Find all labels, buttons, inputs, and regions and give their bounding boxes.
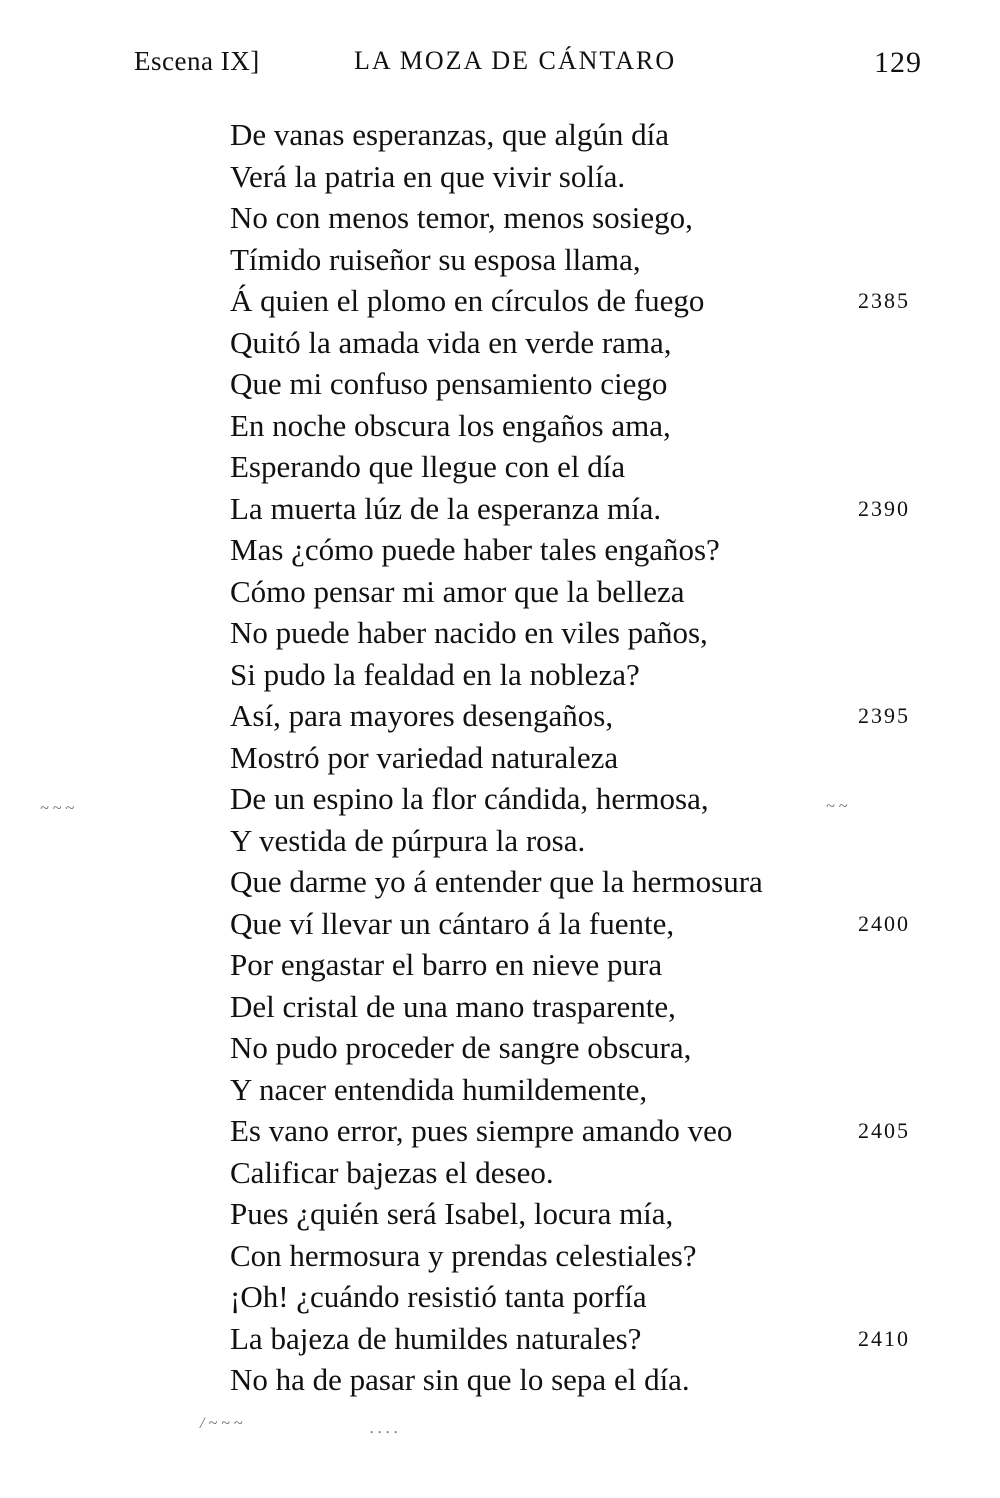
verse-line <box>230 114 930 156</box>
verse-text: Verá la patria en que vivir solía. <box>230 158 626 194</box>
verse-line <box>230 446 930 488</box>
verse-text: Es vano error, pues siempre amando veo <box>230 1113 733 1148</box>
line-number: 2400 <box>858 910 910 936</box>
verse-text: Quitó la amada vida en verde rama, <box>230 324 672 360</box>
verse-line <box>230 239 930 281</box>
running-header <box>0 46 1000 86</box>
verse-block <box>230 114 930 1401</box>
verse-text: Cómo pensar mi amor que la belleza <box>230 573 685 609</box>
verse-text: No con menos temor, menos sosiego, <box>230 200 693 235</box>
verse-line <box>230 1276 930 1318</box>
verse-text: Del cristal de una mano trasparente, <box>230 988 676 1024</box>
verse-text: No puede haber nacido en viles paños, <box>230 615 708 650</box>
line-number: 2395 <box>858 703 910 728</box>
verse-line <box>230 405 930 447</box>
verse-text: Así, para mayores desengaños, <box>230 698 614 733</box>
page-number: 129 <box>874 46 922 79</box>
verse-line <box>230 820 930 862</box>
verse-line <box>230 695 930 737</box>
verse-text: De vanas esperanzas, que algún día <box>230 117 669 152</box>
verse-text: Calificar bajezas el deseo. <box>230 1154 554 1190</box>
verse-line <box>230 1193 930 1235</box>
verse-text: La bajeza de humildes naturales? <box>230 1320 642 1356</box>
line-number: 2410 <box>858 1325 910 1351</box>
pencil-mark: / ~ ~ ~ <box>200 1415 243 1432</box>
verse-line <box>230 737 930 779</box>
verse-text: En noche obscura los engaños ama, <box>230 407 671 443</box>
verse-line <box>230 488 930 530</box>
verse-line <box>230 986 930 1028</box>
line-number: 2390 <box>858 495 910 521</box>
verse-text: Mas ¿cómo puede haber tales engaños? <box>230 532 720 567</box>
verse-text: Y nacer entendida humildemente, <box>230 1071 648 1107</box>
verse-text: Tímido ruiseñor su esposa llama, <box>230 241 641 277</box>
verse-line <box>230 322 930 364</box>
verse-text: Que ví llevar un cántaro á la fuente, <box>230 905 675 941</box>
verse-line <box>230 1152 930 1194</box>
verse-text: Á quien el plomo en círculos de fuego <box>230 283 705 318</box>
verse-line <box>230 1027 930 1069</box>
pencil-mark: ~ ~ ~ <box>40 800 74 817</box>
verse-line <box>230 654 930 696</box>
verse-line <box>230 861 930 903</box>
verse-line <box>230 1110 930 1152</box>
verse-line <box>230 1069 930 1111</box>
verse-line <box>230 280 930 322</box>
verse-line <box>230 1359 930 1401</box>
verse-text: Mostró por variedad naturaleza <box>230 739 619 775</box>
verse-text: Por engastar el barro en nieve pura <box>230 947 663 982</box>
verse-line <box>230 1318 930 1360</box>
verse-line <box>230 363 930 405</box>
verse-text: ¡Oh! ¿cuándo resistió tanta porfía <box>230 1279 647 1314</box>
verse-text: Y vestida de púrpura la rosa. <box>230 822 586 858</box>
pencil-mark: . . . . <box>370 1420 398 1437</box>
verse-line <box>230 944 930 986</box>
verse-text: No ha de pasar sin que lo sepa el día. <box>230 1362 690 1397</box>
verse-line <box>230 612 930 654</box>
pencil-mark: ~ ~ <box>826 798 848 815</box>
verse-text: No pudo proceder de sangre obscura, <box>230 1030 692 1065</box>
verse-line <box>230 529 930 571</box>
verse-text: Que darme yo á entender que la hermosura <box>230 864 763 899</box>
verse-line <box>230 156 930 198</box>
verse-text: Esperando que llegue con el día <box>230 449 626 484</box>
verse-text: Con hermosura y prendas celestiales? <box>230 1237 697 1273</box>
verse-line <box>230 903 930 945</box>
line-number: 2405 <box>858 1118 910 1143</box>
line-number: 2385 <box>858 288 910 313</box>
verse-text: De un espino la flor cándida, hermosa, <box>230 781 709 816</box>
verse-text: Pues ¿quién será Isabel, locura mía, <box>230 1196 674 1231</box>
verse-text: La muerta lúz de la esperanza mía. <box>230 490 662 526</box>
verse-line <box>230 778 930 820</box>
page-title: LA MOZA DE CÁNTARO <box>354 46 677 75</box>
verse-text: Si pudo la fealdad en la nobleza? <box>230 656 640 692</box>
scene-label: Escena IX] <box>134 46 260 76</box>
verse-text: Que mi confuso pensamiento ciego <box>230 366 668 401</box>
verse-line <box>230 1235 930 1277</box>
verse-line <box>230 571 930 613</box>
verse-line <box>230 197 930 239</box>
